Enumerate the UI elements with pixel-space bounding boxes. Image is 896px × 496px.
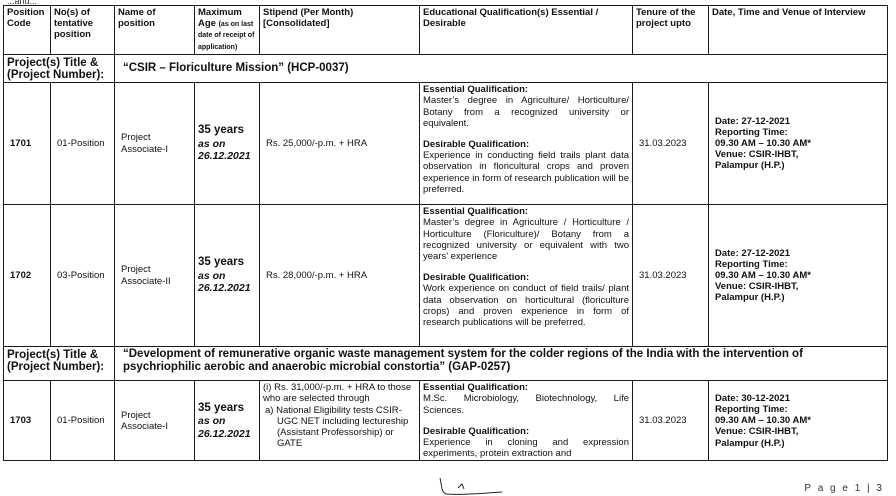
positions-count: 01-Position xyxy=(51,381,115,461)
project-label: Project(s) Title & (Project Number): xyxy=(4,55,115,83)
table-row xyxy=(4,83,888,205)
desirable-text: Experience in cloning and expression experiments, protein extraction and xyxy=(423,436,629,460)
header-max-age-note: (as on last date of receipt of application) xyxy=(198,21,255,51)
header-tenure: Tenure of the project upto xyxy=(633,6,709,55)
desirable-heading: Desirable Qualification: xyxy=(423,272,530,284)
interview-date: Date: 27-12-2021 xyxy=(715,115,790,127)
venue: Venue: CSIR-IHBT, xyxy=(715,281,799,293)
project-title-row xyxy=(4,347,888,381)
desirable-text: Experience in conducting field trails plant data observation in floricultural crops and proven experience in form of research publication will be preferred. xyxy=(423,150,629,195)
qualification xyxy=(420,381,633,461)
positions-table xyxy=(3,5,888,461)
table-header-row xyxy=(4,6,888,55)
reporting-time: 09.30 AM – 10.30 AM* xyxy=(715,415,811,427)
stipend: Rs. 28,000/-p.m. + HRA xyxy=(260,205,420,347)
max-age xyxy=(195,381,260,461)
header-max-age-main: Maximum Age xyxy=(198,7,242,30)
project-title: “CSIR – Floriculture Mission” (HCP-0037) xyxy=(115,55,888,83)
age-asof: as on 26.12.2021 xyxy=(198,415,251,440)
essential-text: Master’s degree in Agriculture / Horticulture / Horticulture (Floriculture)/ Botany from a recognized university or equivalent with two years’ experience xyxy=(423,217,629,262)
position-code: 1701 xyxy=(4,83,51,205)
reporting-time: 09.30 AM – 10.30 AM* xyxy=(715,138,811,150)
max-age xyxy=(195,205,260,347)
age-asof: as on 26.12.2021 xyxy=(198,270,251,295)
qualification xyxy=(420,83,633,205)
position-name: Project Associate-I xyxy=(115,381,195,461)
position-name: Project Associate-I xyxy=(115,83,195,205)
desirable-heading: Desirable Qualification: xyxy=(423,425,530,437)
cut-off-text: ...anu... xyxy=(7,0,38,6)
essential-heading: Essential Qualification: xyxy=(423,84,529,96)
position-code: 1703 xyxy=(4,381,51,461)
age-asof: as on 26.12.2021 xyxy=(198,138,251,163)
tenure: 31.03.2023 xyxy=(633,83,709,205)
interview-date: Date: 27-12-2021 xyxy=(715,247,790,259)
table-row xyxy=(4,381,888,461)
header-no-positions: No(s) of tentative position xyxy=(51,6,115,55)
stipend: Rs. 25,000/-p.m. + HRA xyxy=(260,83,420,205)
positions-count: 03-Position xyxy=(51,205,115,347)
reporting-time-label: Reporting Time: xyxy=(715,126,788,138)
interview-details xyxy=(709,83,888,205)
header-interview: Date, Time and Venue of Interview xyxy=(709,6,888,55)
interview-details xyxy=(709,381,888,461)
header-qualification: Educational Qualification(s) Essential / Desirable xyxy=(420,6,633,55)
position-name: Project Associate-II xyxy=(115,205,195,347)
desirable-heading: Desirable Qualification: xyxy=(423,138,530,150)
page-number: P a g e 1 | 3 xyxy=(804,483,884,494)
reporting-time-label: Reporting Time: xyxy=(715,258,788,270)
header-stipend: Stipend (Per Month) [Consolidated] xyxy=(260,6,420,55)
position-code: 1702 xyxy=(4,205,51,347)
age-value: 35 years xyxy=(198,256,245,269)
tenure: 31.03.2023 xyxy=(633,205,709,347)
venue-place: Palampur (H.P.) xyxy=(715,160,785,172)
interview-details xyxy=(709,205,888,347)
project-label: Project(s) Title & (Project Number): xyxy=(4,347,115,381)
essential-heading: Essential Qualification: xyxy=(423,382,529,394)
positions-count: 01-Position xyxy=(51,83,115,205)
project-title-row xyxy=(4,55,888,83)
interview-date: Date: 30-12-2021 xyxy=(715,392,790,404)
qualification xyxy=(420,205,633,347)
essential-heading: Essential Qualification: xyxy=(423,206,529,218)
stipend xyxy=(260,381,420,461)
venue-place: Palampur (H.P.) xyxy=(715,437,785,449)
header-position-code: Position Code xyxy=(4,6,51,55)
tenure: 31.03.2023 xyxy=(633,381,709,461)
venue: Venue: CSIR-IHBT, xyxy=(715,149,799,161)
reporting-time-label: Reporting Time: xyxy=(715,403,788,415)
venue: Venue: CSIR-IHBT, xyxy=(715,426,799,438)
header-max-age xyxy=(195,6,260,55)
handwritten-mark xyxy=(436,476,506,496)
age-value: 35 years xyxy=(198,124,245,137)
essential-text: Master’s degree in Agriculture/ Horticulture/ Botany from a recognized university or equivalent. xyxy=(423,95,629,129)
reporting-time: 09.30 AM – 10.30 AM* xyxy=(715,270,811,282)
essential-text: M.Sc. Microbiology, Biotechnology, Life Sciences. xyxy=(423,393,629,416)
header-name-position: Name of position xyxy=(115,6,195,55)
stipend-line-1: (i) Rs. 31,000/-p.m. + HRA to those who are selected through xyxy=(263,382,412,405)
stipend-line-2: a) National Eligibility tests CSIR-UGC NET including lectureship (Assistant Professorship) or GATE xyxy=(265,404,409,450)
age-value: 35 years xyxy=(198,401,245,414)
venue-place: Palampur (H.P.) xyxy=(715,292,785,304)
table-row xyxy=(4,205,888,347)
max-age xyxy=(195,83,260,205)
desirable-text: Work experience on conduct of field trails/ plant data observation on horticultural (floriculture crops) and proven experience in form of research publications will be preferred. xyxy=(423,283,629,328)
project-title: “Development of remunerative organic waste management system for the colder regions of the India with the intervention of psychriophilic aerobic and anaerobic microbial constortia” (GAP-0257) xyxy=(115,347,888,381)
